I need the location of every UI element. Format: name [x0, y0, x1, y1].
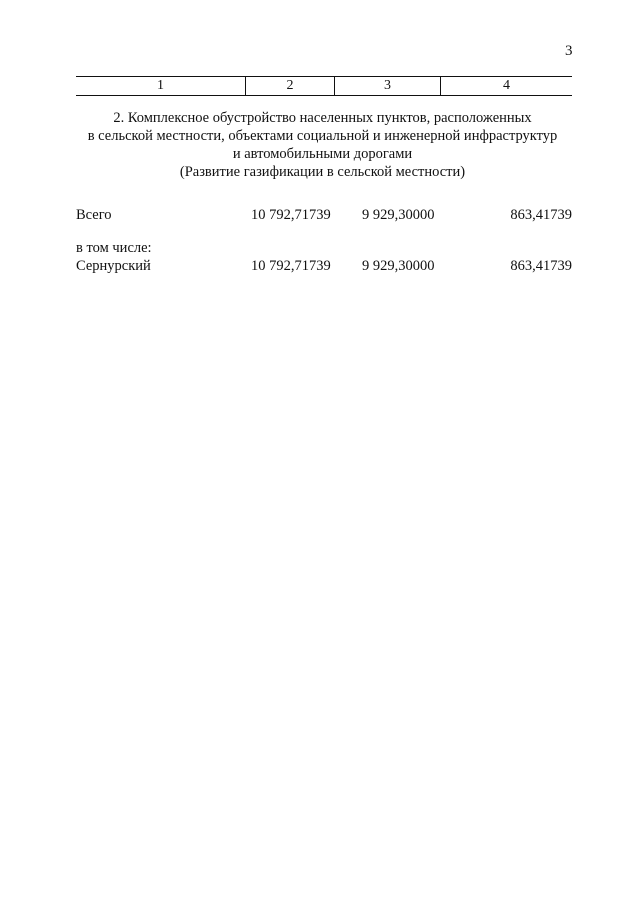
- including-label: в том числе:: [76, 240, 152, 256]
- page-number: 3: [565, 43, 573, 59]
- column-number-header: [76, 76, 572, 96]
- column-number-2: 2: [246, 77, 335, 95]
- cell-col2: 10 792,71739: [251, 207, 331, 223]
- cell-col4: 863,41739: [510, 258, 572, 274]
- cell-col3: 9 929,30000: [362, 207, 435, 223]
- section-title-line: в сельской местности, объектами социальной и инженерной инфраструктур: [87, 128, 558, 144]
- column-number-1: 1: [76, 77, 246, 95]
- row-label: Всего: [76, 207, 112, 223]
- section-title-line: и автомобильными дорогами: [232, 146, 413, 162]
- table-row-sernur: [76, 258, 572, 278]
- cell-col2: 10 792,71739: [251, 258, 331, 274]
- table-row-including: [76, 240, 572, 260]
- column-number-4: 4: [503, 78, 510, 93]
- section-subtitle: (Развитие газификации в сельской местности): [179, 164, 466, 180]
- section-title: [60, 109, 585, 181]
- section-title-line: 2. Комплексное обустройство населенных пунктов, расположенных: [113, 110, 532, 126]
- column-number-3: 3: [335, 77, 441, 95]
- row-label: Сернурский: [76, 258, 151, 274]
- cell-col3: 9 929,30000: [362, 258, 435, 274]
- cell-col4: 863,41739: [510, 207, 572, 223]
- table-row-total: [76, 207, 572, 227]
